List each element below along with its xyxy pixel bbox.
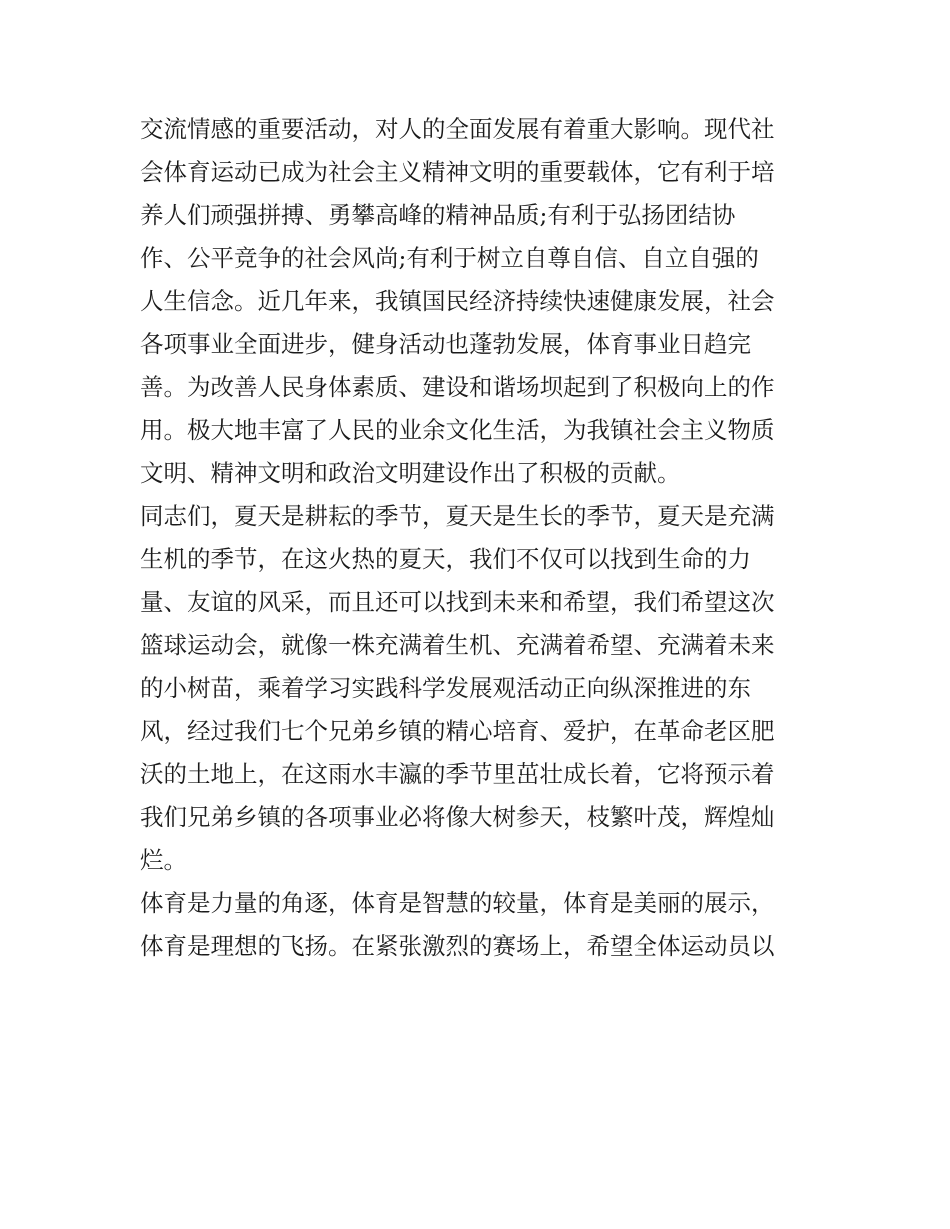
text-line: 的小树苗，乘着学习实践科学发展观活动正向纵深推进的东 <box>140 674 751 702</box>
text-line: 作、公平竞争的社会风尚;有利于树立自尊自信、自立自强的 <box>140 244 759 272</box>
text-line: 各项事业全面进步，健身活动也蓬勃发展，体育事业日趋完 <box>140 330 751 358</box>
text-line: 交流情感的重要活动，对人的全面发展有着重大影响。现代社 <box>140 115 775 143</box>
text-line: 生机的季节，在这火热的夏天，我们不仅可以找到生命的力 <box>140 545 751 573</box>
text-line: 体育是理想的飞扬。在紧张激烈的赛场上，希望全体运动员以 <box>140 932 775 960</box>
document-body <box>140 108 820 968</box>
text-line: 风，经过我们七个兄弟乡镇的精心培育、爱护，在革命老区肥 <box>140 717 775 745</box>
text-line: 会体育运动已成为社会主义精神文明的重要载体，它有利于培 <box>140 158 775 186</box>
text-line: 同志们，夏天是耕耘的季节，夏天是生长的季节，夏天是充满 <box>140 502 775 530</box>
text-line: 善。为改善人民身体素质、建设和谐场坝起到了积极向上的作 <box>140 373 775 401</box>
text-line: 篮球运动会，就像一株充满着生机、充满着希望、充满着未来 <box>140 631 775 659</box>
text-line: 人生信念。近几年来，我镇国民经济持续快速健康发展，社会 <box>140 287 775 315</box>
text-line: 量、友谊的风采，而且还可以找到未来和希望，我们希望这次 <box>140 588 775 616</box>
text-line: 养人们顽强拼搏、勇攀高峰的精神品质;有利于弘扬团结协 <box>140 201 736 229</box>
text-line: 体育是力量的角逐，体育是智慧的较量，体育是美丽的展示， <box>140 889 775 917</box>
text-line: 沃的土地上，在这雨水丰瀛的季节里茁壮成长着，它将预示着 <box>140 760 775 788</box>
text-line: 文明、精神文明和政治文明建设作出了积极的贡献。 <box>140 459 681 487</box>
text-line: 用。极大地丰富了人民的业余文化生活，为我镇社会主义物质 <box>140 416 775 444</box>
text-line: 烂。 <box>140 846 187 874</box>
text-line: 我们兄弟乡镇的各项事业必将像大树参天，枝繁叶茂，辉煌灿 <box>140 803 775 831</box>
